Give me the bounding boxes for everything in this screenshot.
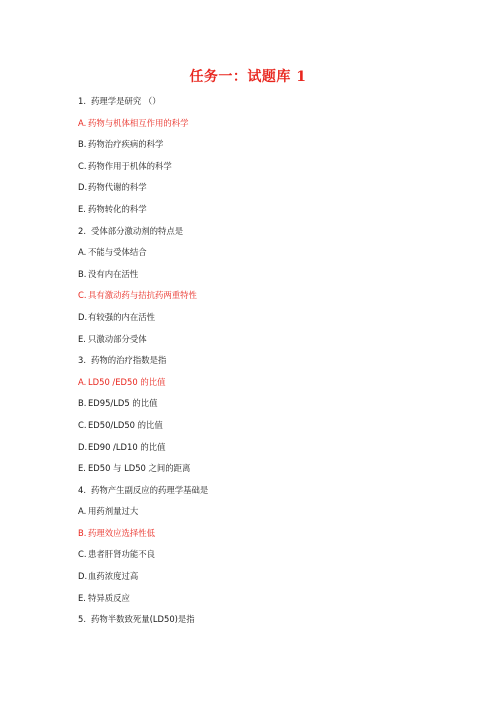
question-number: 5.: [78, 614, 86, 625]
option: [78, 458, 438, 480]
option-correct: [78, 113, 438, 135]
page-title: 任务一：试题库 1: [189, 69, 307, 85]
option-letter: D.: [78, 311, 88, 322]
option-text: 药理效应选择性低: [88, 527, 155, 538]
option-text: ED95/LD5 的比值: [88, 398, 158, 409]
option-correct: [78, 285, 438, 307]
option-letter: A.: [78, 117, 87, 128]
question-text: 受体部分激动剂的特点是: [91, 225, 184, 236]
question-text: 药物的治疗指数是指: [91, 355, 167, 366]
question-text: 药理学是研究 （）: [91, 96, 161, 106]
option: [78, 588, 438, 610]
option-letter: C.: [78, 160, 87, 171]
option: [78, 177, 438, 199]
option: [78, 242, 438, 264]
option: [78, 501, 438, 523]
question-stem: [78, 221, 438, 243]
option-letter: A.: [78, 376, 87, 387]
option-letter: E.: [78, 463, 86, 474]
option-text: LD50 /ED50 的比值: [88, 376, 166, 387]
option: [78, 544, 438, 566]
option-letter: B.: [78, 268, 87, 279]
option-letter: C.: [78, 419, 87, 430]
question-number: 4.: [78, 484, 86, 495]
question-stem: [78, 350, 438, 372]
option-text: ED50 与 LD50 之间的距离: [88, 463, 191, 474]
option-letter: B.: [78, 527, 87, 538]
option: [78, 329, 438, 351]
option-text: ED90 /LD10 的比值: [88, 441, 166, 452]
option-text: ED50/LD50 的比值: [88, 419, 163, 430]
option-letter: E.: [78, 592, 86, 603]
option-text: 没有内在活性: [88, 268, 139, 279]
option-letter: A.: [78, 247, 87, 258]
option-text: 药物与机体相互作用的科学: [88, 117, 189, 128]
option: [78, 134, 438, 156]
option: [78, 156, 438, 178]
option-letter: A.: [78, 506, 87, 517]
option-text: 只激动部分受体: [88, 333, 147, 344]
option-text: 不能与受体结合: [88, 247, 147, 258]
option-text: 用药剂量过大: [88, 506, 139, 517]
option: [78, 307, 438, 329]
option: [78, 415, 438, 437]
option-text: 血药浓度过高: [88, 571, 139, 582]
question-text: 药物半数致死量(LD50)是指: [91, 614, 195, 625]
question-stem: [78, 609, 438, 631]
option-letter: D.: [78, 571, 88, 582]
option-letter: D.: [78, 441, 88, 452]
option-text: 药物治疗疾病的科学: [88, 139, 164, 150]
option-text: 具有激动药与拮抗药两重特性: [88, 290, 197, 301]
option-correct: [78, 523, 438, 545]
question-stem: [78, 480, 438, 502]
question-number: 1.: [78, 96, 86, 106]
option-correct: [78, 372, 438, 394]
question-number: 2.: [78, 225, 86, 236]
option-letter: E.: [78, 203, 86, 214]
option-letter: D.: [78, 182, 88, 193]
option-letter: E.: [78, 333, 86, 344]
question-number: 3.: [78, 355, 86, 366]
option-letter: C.: [78, 549, 87, 560]
option-text: 药物转化的科学: [88, 203, 147, 214]
option-text: 患者肝肾功能不良: [88, 549, 155, 560]
option-letter: C.: [78, 290, 87, 301]
option: [78, 264, 438, 286]
option: [78, 437, 438, 459]
option-text: 特异质反应: [88, 592, 130, 603]
option: [78, 393, 438, 415]
option-letter: B.: [78, 139, 87, 150]
question-stem: [78, 91, 438, 113]
option-text: 有较强的内在活性: [88, 311, 155, 322]
option: [78, 199, 438, 221]
question-list: [78, 91, 438, 631]
question-text: 药物产生副反应的药理学基础是: [91, 484, 209, 495]
option: [78, 566, 438, 588]
option-text: 药物代谢的科学: [88, 182, 147, 193]
option-text: 药物作用于机体的科学: [88, 160, 172, 171]
option-letter: B.: [78, 398, 87, 409]
